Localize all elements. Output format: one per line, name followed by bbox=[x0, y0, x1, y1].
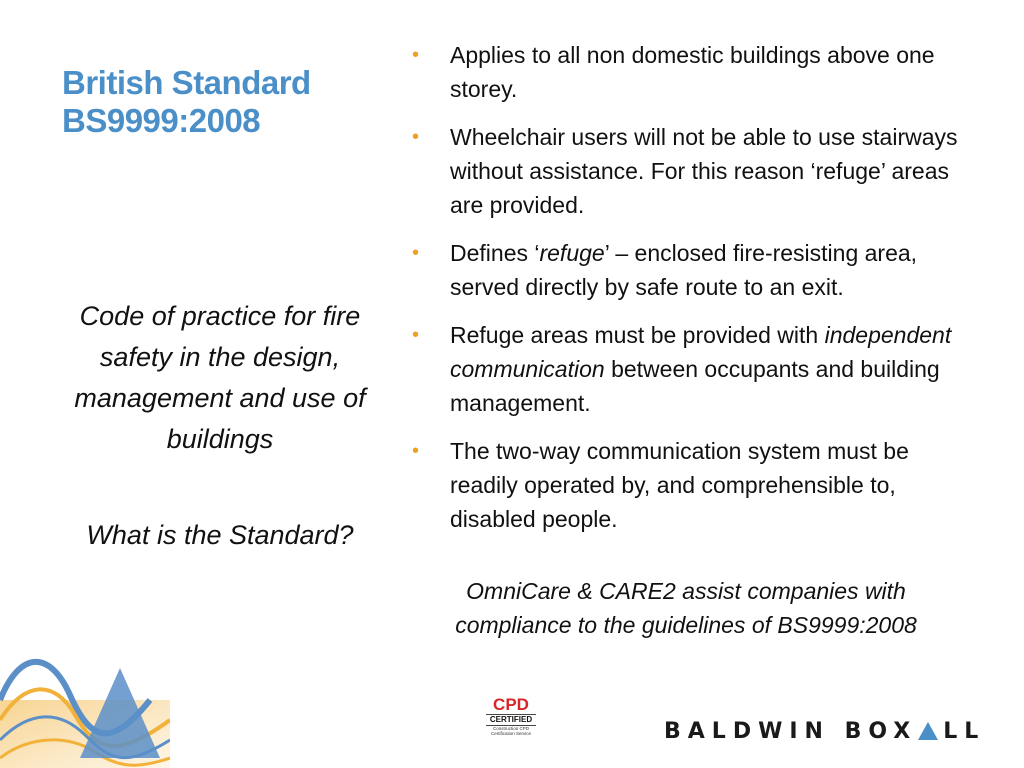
bullet-marker: • bbox=[412, 126, 420, 148]
slide-title bbox=[62, 64, 382, 140]
wave-decoration bbox=[0, 640, 170, 768]
bullet-text: refuge bbox=[539, 240, 605, 266]
bullet-marker: • bbox=[412, 324, 420, 346]
bullet-text: Wheelchair users will not be able to use stairways without assistance. For this reason ‘refuge’ areas are provided. bbox=[450, 124, 958, 218]
bullet-item bbox=[408, 236, 976, 304]
brand-name-part1: BALDWIN BOX bbox=[664, 718, 918, 744]
question-text: What is the Standard? bbox=[86, 520, 354, 550]
triangle-icon bbox=[917, 721, 939, 741]
bullet-item bbox=[408, 38, 976, 106]
cpd-mark: CPD bbox=[493, 695, 529, 714]
title-line-2: BS9999:2008 bbox=[62, 102, 261, 139]
bullet-marker: • bbox=[412, 242, 420, 264]
bullet-list bbox=[408, 38, 976, 550]
bullet-text: Refuge areas must be provided with bbox=[450, 322, 825, 348]
bullet-item bbox=[408, 120, 976, 222]
callout-text: OmniCare & CARE2 assist companies with compliance to the guidelines of BS9999:2008 bbox=[455, 578, 917, 638]
cpd-small-text: Construction CPD Certification Service bbox=[490, 726, 531, 736]
subtitle: Code of practice for fire safety in the design, management and use of buildings bbox=[74, 301, 366, 454]
bullet-text: between occupants and building management. bbox=[450, 356, 940, 416]
title-line-1: British Standard bbox=[62, 64, 311, 101]
bullet-item bbox=[408, 434, 976, 536]
cpd-badge bbox=[482, 696, 540, 764]
baldwin-boxall-logo bbox=[664, 716, 985, 746]
bullet-text: ’ – enclosed fire-resisting area, served directly by safe route to an exit. bbox=[450, 240, 918, 300]
bullet-marker: • bbox=[412, 44, 420, 66]
bullet-item bbox=[408, 318, 976, 420]
bullet-text: The two-way communication system must be readily operated by, and comprehensible to, disabled people. bbox=[450, 438, 909, 532]
bullet-marker: • bbox=[412, 440, 420, 462]
cpd-certified-label: CERTIFIED bbox=[486, 714, 536, 726]
bullet-text: Applies to all non domestic buildings above one storey. bbox=[450, 42, 935, 102]
brand-name-part2: LL bbox=[943, 718, 986, 744]
bullet-text: independent communication bbox=[450, 322, 952, 382]
bullet-text: Defines ‘ bbox=[450, 240, 540, 266]
